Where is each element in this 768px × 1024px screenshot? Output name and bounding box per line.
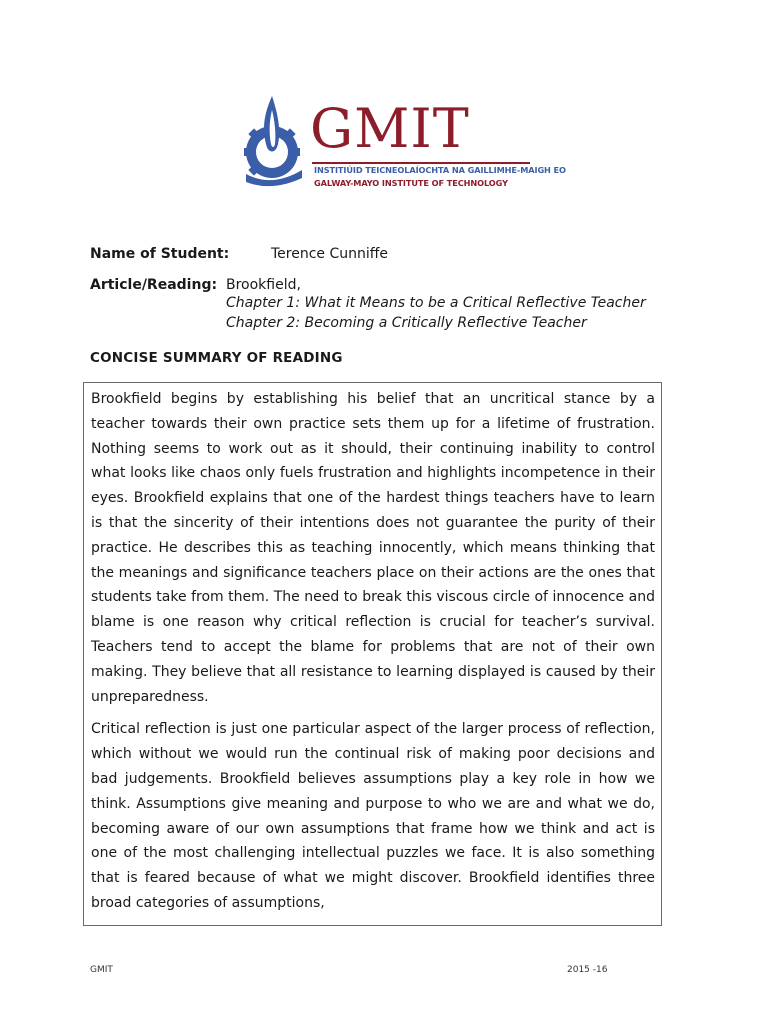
reading-chapter-2: Chapter 2: Becoming a Critically Reflective Teacher — [226, 315, 587, 331]
reading-label: Article/Reading: — [90, 277, 218, 293]
summary-box — [83, 382, 662, 926]
summary-title: CONCISE SUMMARY OF READING — [90, 350, 343, 366]
student-name-label: Name of Student: — [90, 246, 230, 262]
gmit-logo — [236, 92, 566, 192]
footer-right: 2015 -16 — [567, 965, 608, 975]
logo-english-name: GALWAY-MAYO INSTITUTE OF TECHNOLOGY — [314, 178, 508, 188]
logo-irish-name: INSTITIÚID TEICNEOLAÍOCHTA NA GAILLIMHE-MAIGH EO — [314, 165, 566, 175]
summary-paragraph-2: Critical reflection is just one particular aspect of the larger process of reflection, which without we would run the continual risk of making poor decisions and bad judgements. Brookfield believes assumptions play a key role in how we think. Assumptions give meaning and purpose to who we are and what we do, becoming aware of our own assumptions that frame how we think and act is one of the most challenging intellectual puzzles we face. It is also something that is feared because of what we might discover. Brookfield identifies three broad categories of assumptions, — [91, 721, 655, 911]
reading-author: Brookfield, — [226, 277, 301, 293]
footer-left: GMIT — [90, 965, 113, 975]
reading-chapter-1: Chapter 1: What it Means to be a Critical Reflective Teacher — [226, 295, 646, 311]
gear-flame-emblem-icon — [236, 92, 310, 192]
logo-divider — [312, 162, 530, 164]
summary-paragraph-1: Brookfield begins by establishing his belief that an uncritical stance by a teacher towards their own practice sets them up for a lifetime of frustration. Nothing seems to work out as it should, their continuing inability to control what looks like chaos only fuels frustration and highlights incompetence in their eyes. Brookfield explains that one of the hardest things teachers have to learn is that the sincerity of their intentions does not guarantee the purity of their practice. He describes this as teaching innocently, which means thinking that the meanings and significance teachers place on their actions are the ones that students take from them. The need to break this viscous circle of innocence and blame is one reason why critical reflection is crucial for teacher’s survival. Teachers tend to accept the blame for problems that are not of their own making. They believe that all resistance to learning displayed is caused by their unpreparedness. — [91, 391, 655, 705]
logo-wordmark: GMIT — [310, 97, 470, 160]
student-name-value: Terence Cunniffe — [271, 246, 389, 262]
student-name-row — [90, 245, 229, 263]
